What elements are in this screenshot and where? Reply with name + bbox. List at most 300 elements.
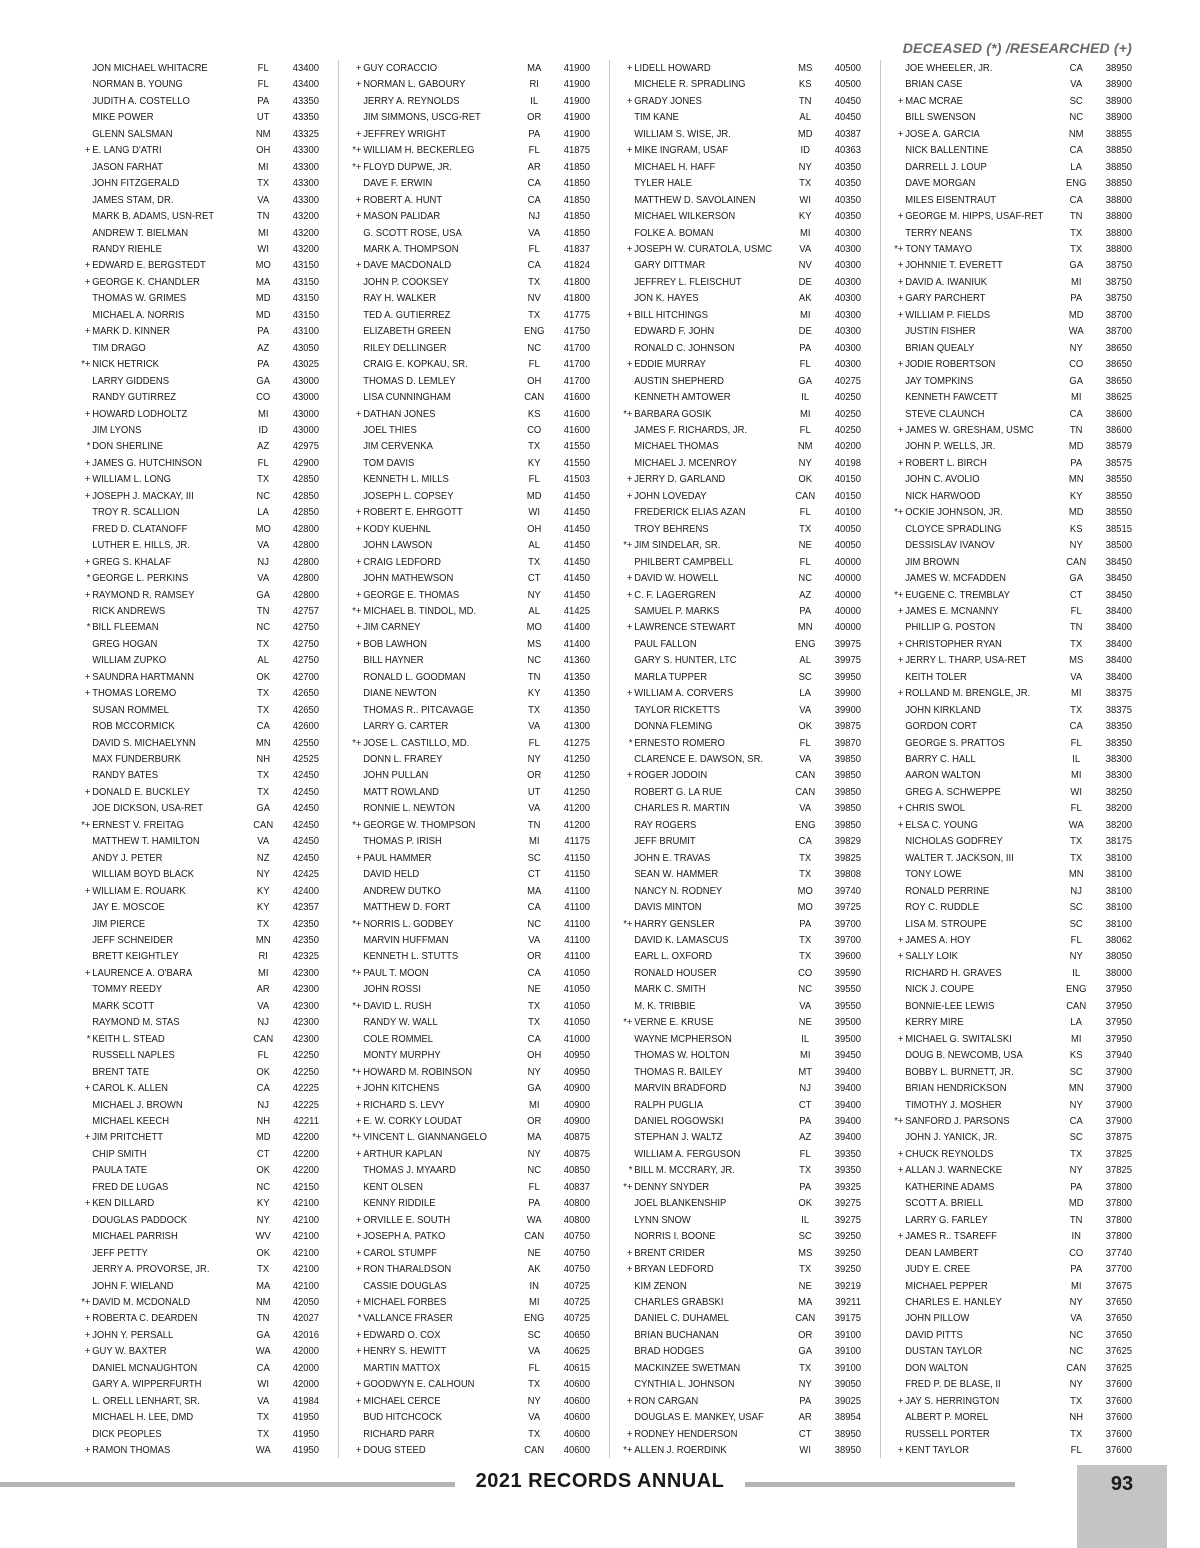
record-name: ROBERT E. EHRGOTT (363, 506, 463, 519)
record-state: CAN (524, 1444, 545, 1457)
record-marker: * (86, 1032, 91, 1045)
record-name: THOMAS LOREMO (92, 687, 177, 700)
record-entry (618, 767, 861, 783)
record-marker (618, 817, 634, 833)
record-entry (618, 1442, 861, 1458)
record-state: CA (1069, 193, 1083, 206)
record-name: DANIEL C. DUHAMEL (634, 1312, 729, 1325)
record-state: LA (1070, 1016, 1082, 1029)
record-score: 39025 (834, 1394, 861, 1407)
record-name: RALPH PUGLIA (634, 1098, 704, 1111)
record-score: 40750 (563, 1263, 590, 1276)
record-entry (618, 274, 861, 290)
record-score: 42450 (292, 818, 319, 831)
record-name: BILL SWENSON (905, 111, 976, 124)
record-name: JOHN PULLAN (363, 769, 429, 782)
record-entry (889, 899, 1132, 915)
record-entry (76, 718, 319, 734)
record-entry (889, 356, 1132, 372)
record-state: AL (528, 604, 540, 617)
record-score: 40000 (834, 604, 861, 617)
record-state: MI (257, 407, 269, 420)
record-name: RAYMOND R. RAMSEY (92, 588, 195, 601)
record-name: MIKE POWER (92, 111, 154, 124)
record-marker (76, 850, 92, 866)
record-entry (76, 669, 319, 685)
record-entry (76, 1343, 319, 1359)
record-state: FL (799, 555, 811, 568)
record-entry (618, 1014, 861, 1030)
record-score: 39850 (834, 785, 861, 798)
record-entry (76, 1080, 319, 1096)
record-name: DAVE MACDONALD (363, 259, 452, 272)
record-score: 40900 (563, 1098, 590, 1111)
record-score: 41050 (563, 983, 590, 996)
record-score: 43200 (292, 210, 319, 223)
record-score: 40000 (834, 588, 861, 601)
record-marker (76, 1278, 92, 1294)
record-state: VA (257, 539, 270, 552)
record-marker: *+ (352, 966, 362, 979)
record-name: RICHARD S. LEVY (363, 1098, 445, 1111)
record-name: KEN DILLARD (92, 1197, 155, 1210)
record-entry (76, 1146, 319, 1162)
record-name: JUDY E. CREE (905, 1263, 971, 1276)
record-state: TN (527, 818, 541, 831)
record-marker: *+ (352, 1131, 362, 1144)
record-score: 37650 (1105, 1328, 1132, 1341)
record-marker: + (626, 94, 633, 107)
record-name: RAY H. WALKER (363, 292, 437, 305)
record-score: 39275 (834, 1197, 861, 1210)
record-state: FL (257, 1049, 269, 1062)
record-name: MIKE INGRAM, USAF (634, 144, 729, 157)
record-state: VA (799, 242, 812, 255)
record-state: MD (255, 1131, 271, 1144)
record-state: TX (528, 555, 541, 568)
record-entry (347, 1360, 590, 1376)
record-marker (76, 1212, 92, 1228)
record-state: NY (1069, 1164, 1083, 1177)
record-name: ANDREW DUTKO (363, 884, 441, 897)
record-marker: + (897, 275, 904, 288)
record-marker (889, 159, 905, 175)
record-score: 40050 (834, 522, 861, 535)
record-name: ALLAN J. WARNECKE (905, 1164, 1003, 1177)
record-marker (889, 1360, 905, 1376)
record-entry (618, 142, 861, 158)
record-state: MI (799, 226, 811, 239)
record-entry (618, 1129, 861, 1145)
record-marker (889, 554, 905, 570)
record-score: 37940 (1105, 1049, 1132, 1062)
record-marker (889, 1080, 905, 1096)
record-name: MONTY MURPHY (363, 1049, 441, 1062)
record-marker: + (897, 1032, 904, 1045)
record-state: TN (798, 94, 812, 107)
record-name: FRED DE LUGAS (92, 1180, 169, 1193)
record-state: AK (798, 292, 812, 305)
record-state: OR (527, 111, 542, 124)
record-score: 40750 (563, 1246, 590, 1259)
record-name: JOHN LAWSON (363, 539, 433, 552)
record-state: TX (528, 275, 541, 288)
record-state: NJ (1070, 884, 1082, 897)
record-state: TX (528, 1016, 541, 1029)
record-score: 42027 (292, 1312, 319, 1325)
record-score: 40100 (834, 506, 861, 519)
record-state: MA (798, 1295, 813, 1308)
record-entry (347, 537, 590, 553)
record-score: 42975 (292, 440, 319, 453)
record-entry (76, 1212, 319, 1228)
record-state: IL (801, 1032, 810, 1045)
record-name: KENNY RIDDILE (363, 1197, 436, 1210)
record-entry (347, 1426, 590, 1442)
record-state: CAN (524, 1230, 545, 1243)
record-name: LAWRENCE STEWART (634, 621, 736, 634)
record-score: 39550 (834, 999, 861, 1012)
record-score: 38400 (1105, 670, 1132, 683)
record-name: DARRELL J. LOUP (905, 160, 987, 173)
record-marker (889, 1064, 905, 1080)
record-entry (347, 1179, 590, 1195)
record-entry (347, 718, 590, 734)
record-name: MICHAEL THOMAS (634, 440, 719, 453)
record-score: 40387 (834, 127, 861, 140)
record-marker: + (897, 604, 904, 617)
record-name: SCOTT A. BRIELL (905, 1197, 984, 1210)
record-state: MI (1070, 1279, 1082, 1292)
record-entry (347, 1343, 590, 1359)
record-name: TED A. GUTIERREZ (363, 308, 451, 321)
record-entry (76, 1195, 319, 1211)
record-name: SALLY LOIK (905, 950, 958, 963)
record-score: 39050 (834, 1378, 861, 1391)
record-marker: + (355, 1115, 362, 1127)
record-marker (889, 323, 905, 339)
record-score: 41850 (563, 193, 590, 206)
record-entry (889, 192, 1132, 208)
record-marker: *+ (352, 160, 362, 173)
record-name: KENNETH AMTOWER (634, 391, 731, 404)
record-name: KENNETH FAWCETT (905, 391, 998, 404)
record-name: JIM SINDELAR, SR. (634, 539, 721, 552)
record-name: JERRY A. REYNOLDS (363, 94, 460, 107)
record-marker (347, 718, 363, 734)
record-entry (76, 735, 319, 751)
record-name: WILLIAM E. ROUARK (92, 884, 186, 897)
record-name: SANFORD J. PARSONS (905, 1115, 1010, 1127)
record-name: CASSIE DOUGLAS (363, 1279, 447, 1292)
record-entry (347, 1327, 590, 1343)
record-marker (889, 735, 905, 751)
record-state: ENG (1065, 983, 1087, 996)
record-marker (347, 93, 363, 109)
record-marker (76, 932, 92, 948)
record-marker: + (84, 407, 91, 420)
record-entry (347, 126, 590, 142)
record-name: MARK SCOTT (92, 999, 155, 1012)
record-marker (347, 488, 363, 504)
record-name: JOHN KITCHENS (363, 1082, 440, 1095)
record-score: 37600 (1105, 1444, 1132, 1457)
record-state: CAN (1066, 555, 1087, 568)
record-state: MI (257, 226, 269, 239)
record-score: 42100 (292, 1263, 319, 1276)
record-score: 43000 (292, 423, 319, 436)
record-score: 38900 (1105, 94, 1132, 107)
record-entry (76, 257, 319, 273)
record-score: 42225 (292, 1082, 319, 1095)
record-entry (347, 1113, 590, 1129)
record-entry (889, 225, 1132, 241)
record-entry (618, 1376, 861, 1392)
record-name: KENT TAYLOR (905, 1444, 970, 1457)
record-entry (889, 389, 1132, 405)
record-state: TX (257, 687, 270, 700)
record-name: RANDY GUTIRREZ (92, 391, 177, 404)
record-state: NY (1069, 1378, 1083, 1391)
record-score: 43200 (292, 242, 319, 255)
record-name: TIM KANE (634, 111, 679, 124)
record-state: FL (799, 423, 811, 436)
record-entry (347, 175, 590, 191)
record-state: FL (799, 358, 811, 371)
record-state: PA (1070, 1263, 1083, 1276)
record-marker: + (355, 193, 362, 206)
record-name: AARON WALTON (905, 769, 981, 782)
record-entry (618, 1393, 861, 1409)
record-name: RONALD L. GOODMAN (363, 670, 466, 683)
record-entry (889, 76, 1132, 92)
record-score: 38625 (1105, 391, 1132, 404)
record-score: 43350 (292, 111, 319, 124)
record-entry (618, 603, 861, 619)
record-entry (889, 800, 1132, 816)
record-entry (347, 76, 590, 92)
record-marker (347, 455, 363, 471)
record-state: PA (799, 604, 812, 617)
record-entry (618, 192, 861, 208)
record-score: 41600 (563, 423, 590, 436)
record-marker: + (626, 473, 633, 486)
record-state: SC (798, 1230, 812, 1243)
record-entry (618, 1360, 861, 1376)
record-score: 39725 (834, 901, 861, 914)
record-entry (347, 1031, 590, 1047)
record-name: JOHN PILLOW (905, 1312, 970, 1325)
record-name: BOB LAWHON (363, 637, 427, 650)
record-name: RICK ANDREWS (92, 604, 166, 617)
record-score: 40950 (563, 1049, 590, 1062)
record-score: 43000 (292, 407, 319, 420)
record-entry (347, 1245, 590, 1261)
record-score: 41900 (563, 94, 590, 107)
record-score: 40875 (563, 1131, 590, 1144)
record-entry (76, 438, 319, 454)
record-score: 41850 (563, 226, 590, 239)
record-name: MICHAEL H. LEE, DMD (92, 1411, 194, 1424)
record-state: MA (256, 275, 271, 288)
record-entry (618, 93, 861, 109)
record-state: TX (799, 522, 812, 535)
record-score: 37825 (1105, 1164, 1132, 1177)
record-marker (76, 60, 92, 76)
record-entry (76, 899, 319, 915)
record-marker (618, 899, 634, 915)
record-marker (618, 1228, 634, 1244)
record-state: LA (1070, 160, 1082, 173)
record-name: GREG A. SCHWEPPE (905, 785, 1001, 798)
record-marker: + (626, 572, 633, 585)
record-marker (618, 1080, 634, 1096)
record-state: TN (256, 210, 270, 223)
record-marker (347, 438, 363, 454)
record-name: WILLIAM BOYD BLACK (92, 868, 195, 881)
record-name: RONALD C. JOHNSON (634, 341, 735, 354)
record-name: THOMAS R. BAILEY (634, 1065, 723, 1078)
record-entry (889, 504, 1132, 520)
record-entry (76, 1064, 319, 1080)
record-name: DOUG STEED (363, 1444, 426, 1457)
record-state: OH (256, 144, 271, 157)
record-score: 42100 (292, 1279, 319, 1292)
record-entry (618, 537, 861, 553)
record-marker (347, 883, 363, 899)
record-score: 42800 (292, 572, 319, 585)
record-entry (618, 323, 861, 339)
record-state: VA (799, 999, 812, 1012)
record-marker (889, 1179, 905, 1195)
record-marker (76, 1097, 92, 1113)
record-state: GA (798, 1345, 813, 1358)
record-score: 37800 (1105, 1197, 1132, 1210)
record-marker: + (84, 259, 91, 272)
record-score: 38400 (1105, 621, 1132, 634)
record-entry (347, 109, 590, 125)
record-score: 40615 (563, 1361, 590, 1374)
record-entry (618, 1064, 861, 1080)
record-state: OK (256, 1164, 271, 1177)
record-name: CAROL K. ALLEN (92, 1082, 169, 1095)
record-marker: + (897, 456, 904, 469)
record-name: KATHERINE ADAMS (905, 1180, 995, 1193)
record-entry (76, 800, 319, 816)
record-state: FL (528, 242, 540, 255)
record-name: TONY TAMAYO (905, 242, 973, 255)
record-entry (76, 833, 319, 849)
record-name: STEVE CLAUNCH (905, 407, 985, 420)
record-entry (347, 850, 590, 866)
record-name: JOEL THIES (363, 423, 417, 436)
record-marker: + (84, 785, 91, 798)
record-marker (618, 1278, 634, 1294)
record-name: SAUNDRA HARTMANN (92, 670, 194, 683)
record-name: BRIAN CASE (905, 78, 963, 91)
record-name: E. LANG D'ATRI (92, 144, 162, 157)
record-marker: + (897, 637, 904, 650)
record-score: 39829 (834, 835, 861, 848)
record-score: 43300 (292, 160, 319, 173)
record-score: 40900 (563, 1082, 590, 1095)
record-score: 41200 (563, 818, 590, 831)
record-score: 43025 (292, 358, 319, 371)
record-entry (347, 1162, 590, 1178)
record-marker (347, 932, 363, 948)
record-entry (347, 883, 590, 899)
record-marker: *+ (894, 506, 904, 519)
record-name: ELSA C. YOUNG (905, 818, 979, 831)
record-score: 38800 (1105, 226, 1132, 239)
record-marker (889, 619, 905, 635)
record-state: NV (798, 259, 812, 272)
record-entry (618, 800, 861, 816)
record-state: NY (798, 1378, 812, 1391)
record-name: WILLIAM H. BECKERLEG (363, 144, 475, 157)
record-state: NH (1069, 1411, 1084, 1424)
record-entry (889, 1426, 1132, 1442)
record-score: 40250 (834, 391, 861, 404)
record-score: 41950 (292, 1411, 319, 1424)
record-state: IN (529, 1279, 539, 1292)
record-entry (618, 1409, 861, 1425)
record-marker (76, 422, 92, 438)
record-state: TX (1070, 703, 1083, 716)
record-marker: + (355, 1147, 362, 1160)
record-name: JAY E. MOSCOE (92, 901, 165, 914)
record-entry (889, 93, 1132, 109)
record-marker (618, 455, 634, 471)
record-marker (889, 1278, 905, 1294)
record-marker: *+ (81, 358, 91, 371)
record-score: 38700 (1105, 308, 1132, 321)
record-marker (618, 1047, 634, 1063)
record-score: 38650 (1105, 374, 1132, 387)
record-name: DIANE NEWTON (363, 687, 437, 700)
record-score: 42000 (292, 1378, 319, 1391)
record-name: JOHN MATHEWSON (363, 572, 454, 585)
record-name: BONNIE-LEE LEWIS (905, 999, 995, 1012)
record-marker (76, 636, 92, 652)
record-score: 40725 (563, 1312, 590, 1325)
record-score: 42900 (292, 456, 319, 469)
record-score: 41700 (563, 374, 590, 387)
record-name: MICHAEL FORBES (363, 1295, 447, 1308)
record-state: MD (1068, 506, 1084, 519)
record-score: 42250 (292, 1049, 319, 1062)
record-state: MD (526, 489, 542, 502)
record-marker: + (626, 1394, 633, 1407)
record-state: FL (799, 736, 811, 749)
record-name: JUSTIN FISHER (905, 325, 976, 338)
record-entry (889, 916, 1132, 932)
record-entry (347, 1294, 590, 1310)
record-entry (618, 998, 861, 1014)
record-score: 37900 (1105, 1065, 1132, 1078)
record-state: MI (257, 966, 269, 979)
record-entry (618, 455, 861, 471)
record-score: 39250 (834, 1246, 861, 1259)
record-state: CAN (524, 391, 545, 404)
record-marker: + (84, 456, 91, 469)
record-marker: * (86, 440, 91, 453)
record-marker: + (84, 884, 91, 897)
record-state: TX (257, 785, 270, 798)
record-name: JEFFREY WRIGHT (363, 127, 446, 140)
record-name: BRIAN BUCHANAN (634, 1328, 719, 1341)
record-score: 39400 (834, 1115, 861, 1127)
